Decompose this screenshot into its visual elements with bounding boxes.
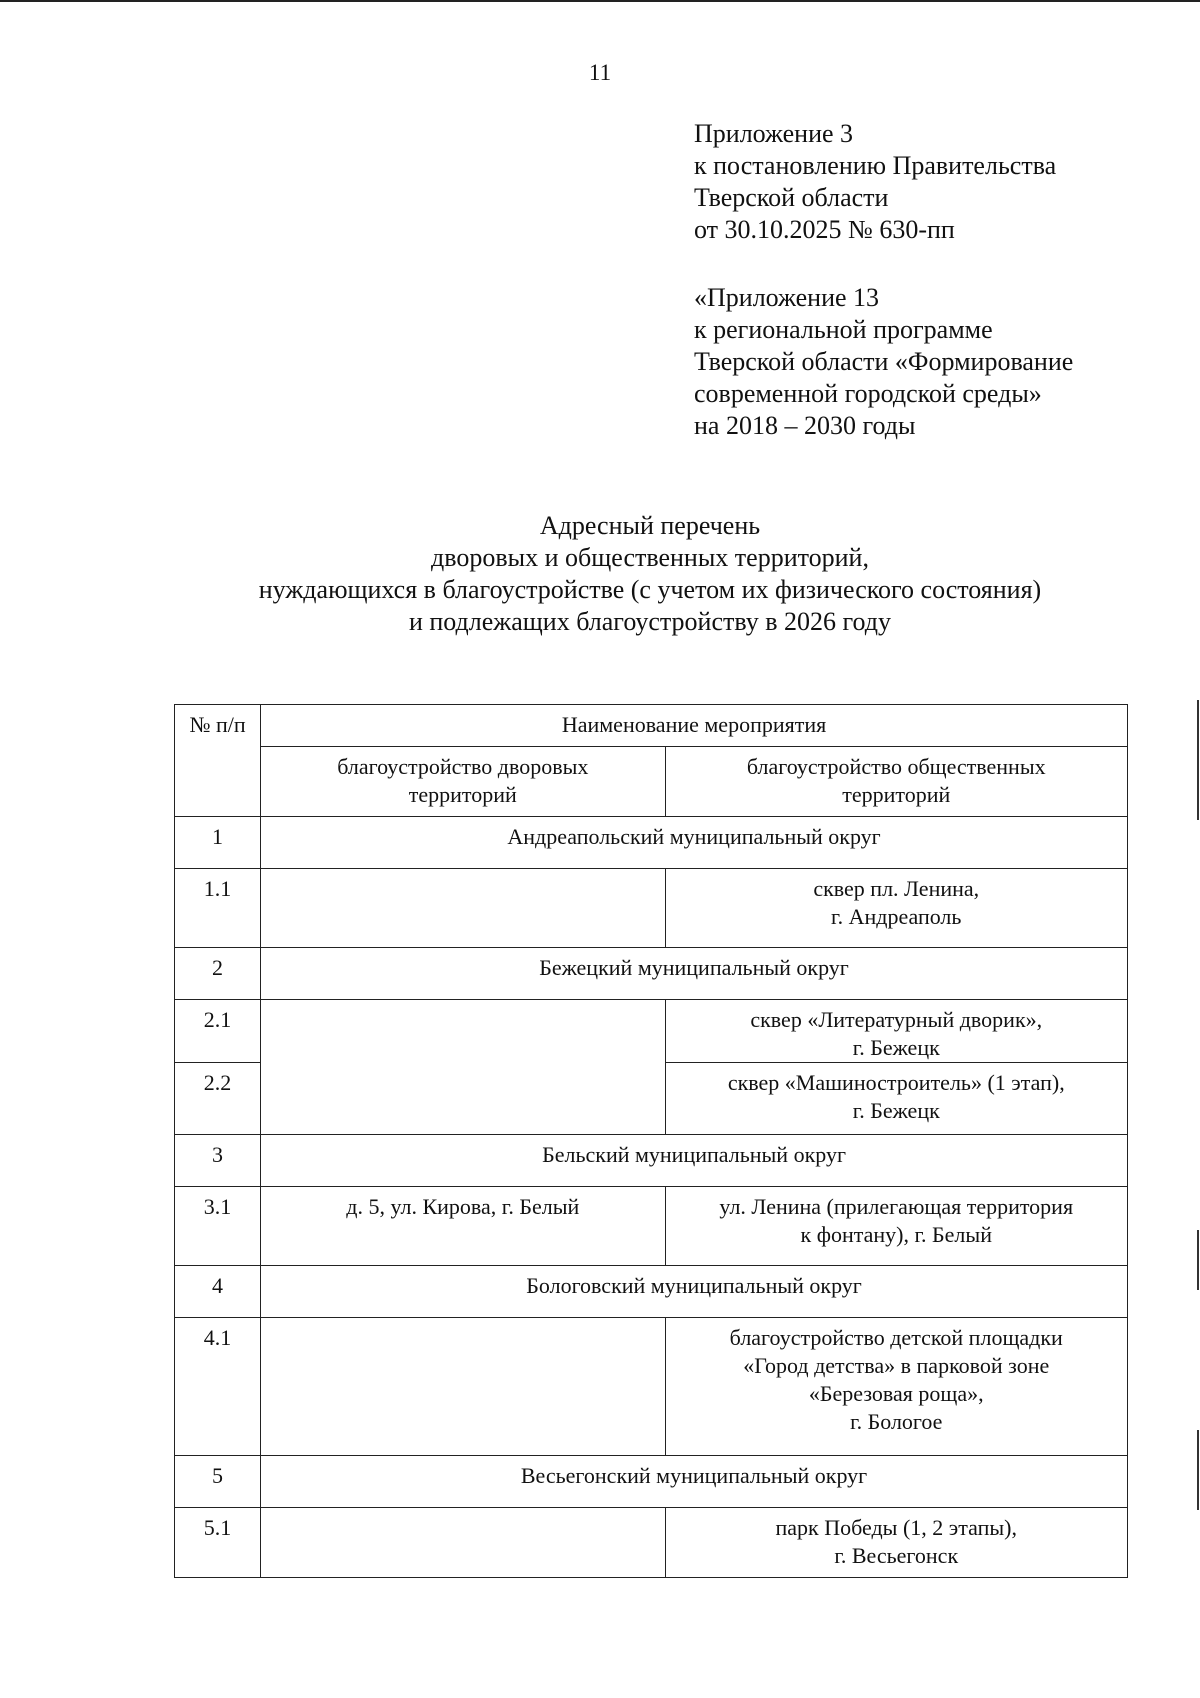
row-public-line: «Город детства» в парковой зоне [743, 1353, 1050, 1378]
row-public-line: сквер «Литературный дворик», [750, 1007, 1043, 1032]
appendix-decree-line: Тверской области [694, 183, 889, 212]
row-yard-cell [261, 1508, 665, 1578]
scan-edge-mark [1197, 1430, 1199, 1510]
row-public-line: г. Бежецк [852, 1035, 940, 1060]
row-public-line: благоустройство детской площадки [729, 1325, 1063, 1350]
row-public-line: сквер «Машиностроитель» (1 этап), [727, 1070, 1065, 1095]
row-public-line: ул. Ленина (прилегающая территория [719, 1194, 1074, 1219]
row-public-cell [665, 1187, 1128, 1266]
appendix-decree-line: к постановлению Правительства [694, 151, 1057, 180]
section-number: 3 [212, 1142, 224, 1167]
section-number: 1 [212, 824, 224, 849]
section-title-cell [261, 948, 1128, 1000]
heading-line: нуждающихся в благоустройстве (с учетом их физического состояния) [258, 575, 1042, 604]
section-number: 4 [212, 1273, 224, 1298]
appendix-program-line: «Приложение 13 [694, 283, 880, 312]
appendix-program-line: современной городской среды» [694, 379, 1042, 408]
appendix-program-line: Тверской области «Формирование [694, 347, 1074, 376]
page-number: 11 [588, 60, 612, 85]
row-public-line: сквер пл. Ленина, [813, 876, 980, 901]
row-number: 4.1 [203, 1325, 232, 1350]
row-number: 2.2 [203, 1070, 232, 1095]
row-number-cell [175, 1187, 261, 1266]
section-row [175, 948, 1128, 1000]
row-yard-text [261, 1318, 664, 1328]
section-row [175, 1456, 1128, 1508]
section-number-cell [175, 817, 261, 869]
row-public-cell [665, 1508, 1128, 1578]
row-public-line: г. Бежецк [852, 1098, 940, 1123]
table-row [175, 1508, 1128, 1578]
section-title: Андреапольский муниципальный округ [507, 824, 881, 849]
section-title: Бологовский муниципальный округ [526, 1273, 862, 1298]
row-yard-text: д. 5, ул. Кирова, г. Белый [346, 1194, 580, 1219]
row-public-cell [665, 869, 1128, 948]
section-title-cell [261, 817, 1128, 869]
row-public-line: к фонтану), г. Белый [800, 1222, 992, 1247]
row-public-line: «Березовая роща», [808, 1381, 984, 1406]
header-event-label: Наименование мероприятия [561, 712, 827, 737]
section-number: 2 [212, 955, 224, 980]
section-title-cell [261, 1456, 1128, 1508]
appendix-decree-line: от 30.10.2025 № 630-пп [694, 215, 955, 244]
table-row [175, 869, 1128, 948]
heading-line: Адресный перечень [539, 511, 761, 540]
top-border-line [0, 0, 1200, 2]
section-number-cell [175, 1135, 261, 1187]
section-row [175, 1266, 1128, 1318]
row-number-cell [175, 1318, 261, 1456]
row-public-line: г. Андреаполь [831, 904, 962, 929]
header-yard-cell [261, 747, 665, 817]
row-public-cell [665, 1063, 1128, 1135]
header-event-cell [261, 705, 1128, 747]
header-number-label: № п/п [189, 712, 246, 737]
row-number-cell [175, 1000, 261, 1063]
appendix-program-block [694, 282, 1073, 442]
table-row [175, 1187, 1128, 1266]
row-number: 3.1 [203, 1194, 232, 1219]
row-yard-text [261, 1000, 664, 1010]
section-number: 5 [212, 1463, 224, 1488]
row-yard-text [261, 869, 664, 879]
section-title: Бежецкий муниципальный округ [539, 955, 849, 980]
section-number-cell [175, 1456, 261, 1508]
table-header-row [175, 705, 1128, 747]
header-public-label: благоустройство общественных территорий [746, 754, 1046, 807]
row-number-cell [175, 1508, 261, 1578]
row-yard-cell [261, 1187, 665, 1266]
row-number-cell [175, 1063, 261, 1135]
appendix-program-line: к региональной программе [694, 315, 993, 344]
section-number-cell [175, 1266, 261, 1318]
table-subheader-row [175, 747, 1128, 817]
appendix-program-line: на 2018 – 2030 годы [694, 411, 916, 440]
section-title: Весьегонский муниципальный округ [520, 1463, 868, 1488]
scan-edge-mark [1197, 700, 1199, 820]
row-number: 5.1 [203, 1515, 232, 1540]
section-title: Бельский муниципальный округ [542, 1142, 846, 1167]
row-public-cell [665, 1000, 1128, 1063]
heading-line: дворовых и общественных территорий, [431, 543, 869, 572]
territories-table [174, 704, 1128, 1578]
row-public-cell [665, 1318, 1128, 1456]
table-row [175, 1318, 1128, 1456]
row-number-cell [175, 869, 261, 948]
row-public-line: г. Весьегонск [834, 1543, 959, 1568]
row-yard-cell [261, 1318, 665, 1456]
appendix-decree-block [694, 118, 1056, 246]
section-number-cell [175, 948, 261, 1000]
row-public-line: парк Победы (1, 2 этапы), [775, 1515, 1017, 1540]
header-public-cell [665, 747, 1128, 817]
scan-edge-mark [1197, 1230, 1199, 1290]
row-number: 2.1 [203, 1007, 232, 1032]
document-heading [0, 510, 1200, 638]
section-row [175, 817, 1128, 869]
section-title-cell [261, 1135, 1128, 1187]
heading-line: и подлежащих благоустройству в 2026 году [408, 607, 892, 636]
appendix-decree-line: Приложение 3 [694, 119, 854, 148]
row-yard-text [261, 1508, 664, 1518]
table-row [175, 1000, 1128, 1063]
row-yard-cell [261, 869, 665, 948]
section-row [175, 1135, 1128, 1187]
row-public-line: г. Бологое [850, 1409, 943, 1434]
section-title-cell [261, 1266, 1128, 1318]
header-number-cell [175, 705, 261, 817]
header-yard-label: благоустройство дворовых территорий [337, 754, 589, 807]
row-number: 1.1 [203, 876, 232, 901]
row-yard-cell [261, 1000, 665, 1135]
